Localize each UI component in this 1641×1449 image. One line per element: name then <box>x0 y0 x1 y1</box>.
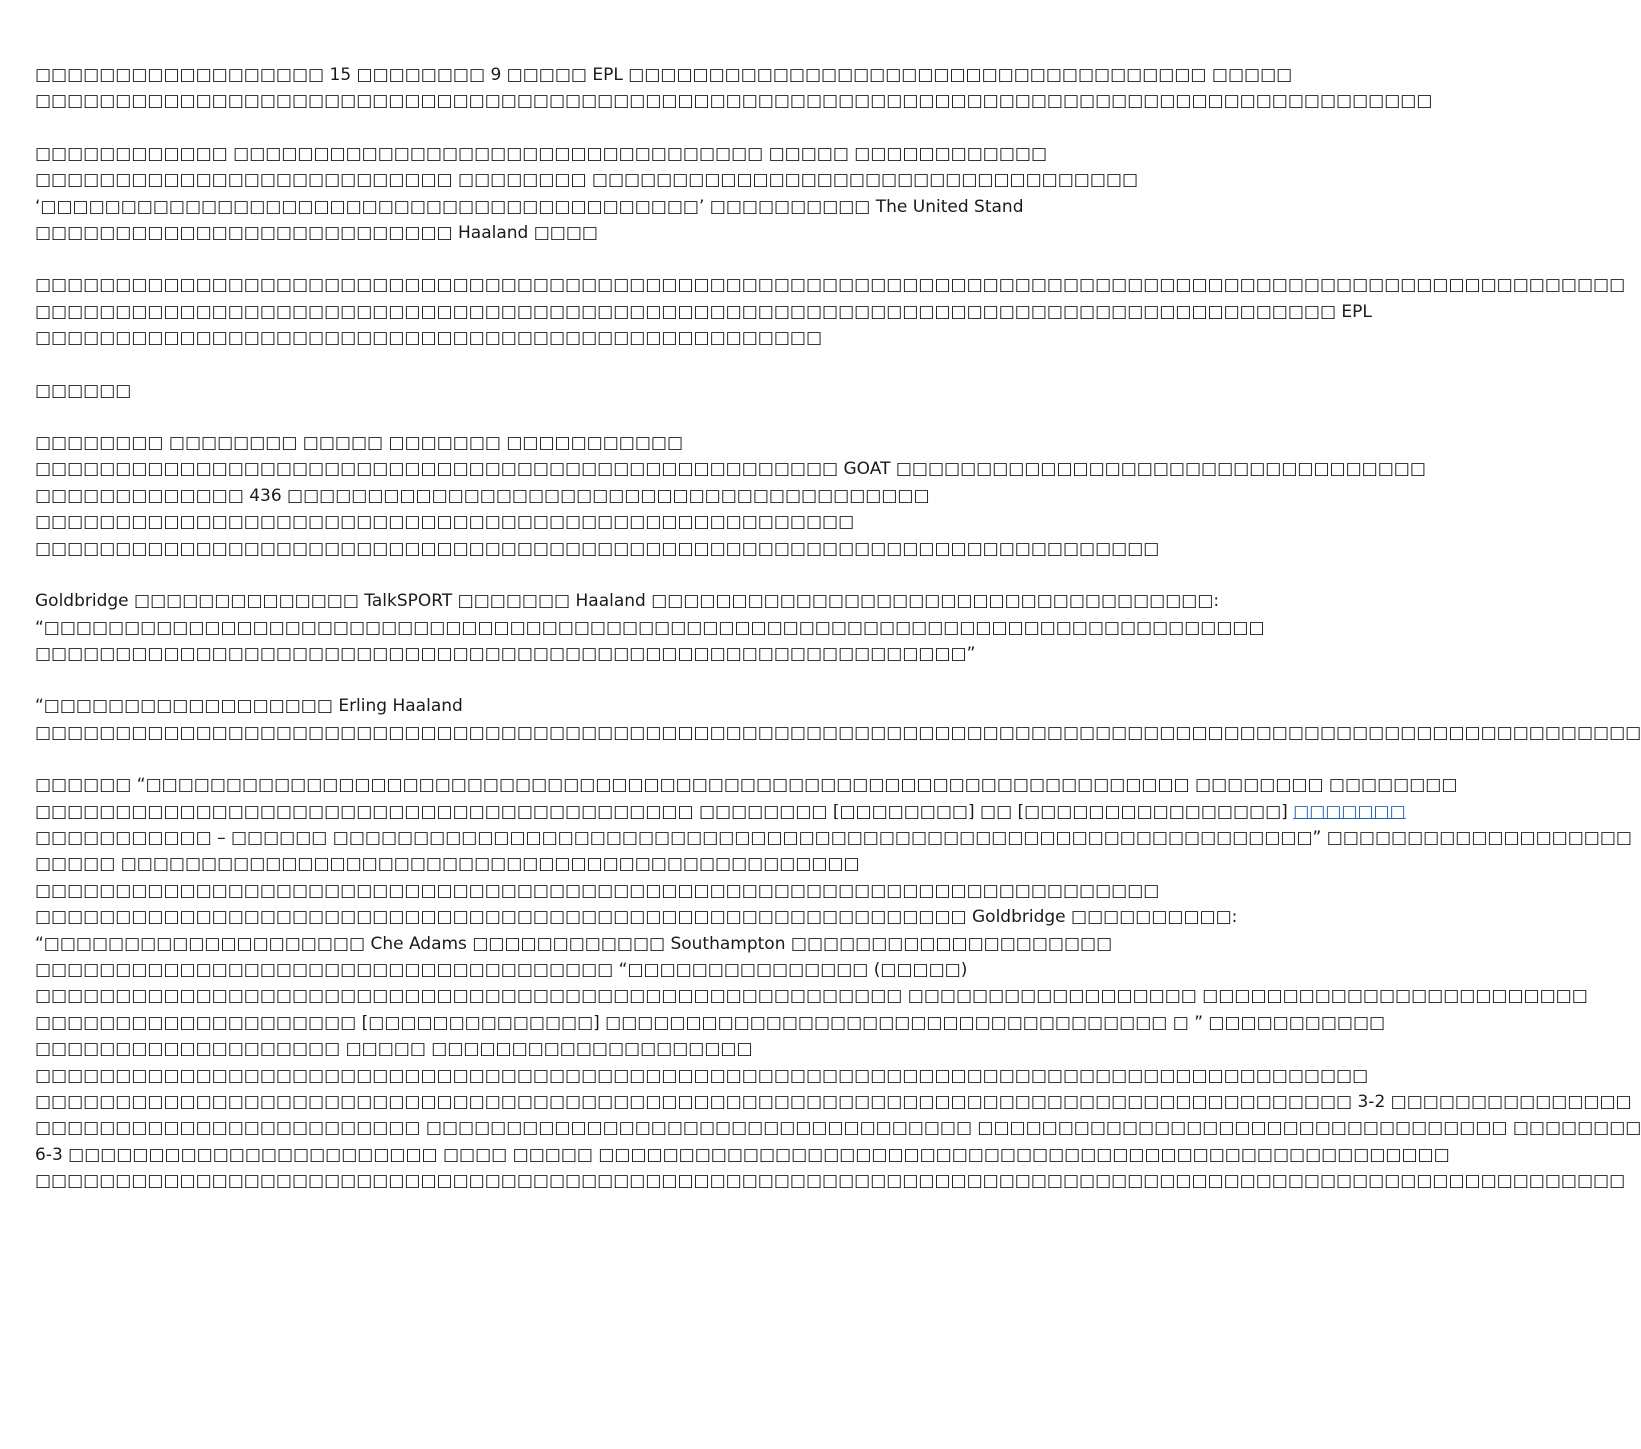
text-line: □□□□□□ “□□□□□□□□□□□□□□□□□□□□□□□□□□□□□□□□□□□□□□□□□□□□□□□□□□□□□□□□□□□□□□□□□ □□□□□□□□ □□□□□□□□ <box>35 775 1458 796</box>
section-heading <box>35 378 990 404</box>
text-line: □□□□□□□□□□□□□□□□□□□□ [□□□□□□□□□□□□□□] □□□□□□□□□□□□□□□□□□□□□□□□□□□□□□□□□□□ □ ” □□□□□□□□□□□ <box>35 1012 1386 1033</box>
paragraph-6 <box>35 588 1265 667</box>
heading-text: □□□□□□ <box>35 380 132 401</box>
text-line: “□□□□□□□□□□□□□□□□□□ Erling Haaland <box>35 696 463 717</box>
paragraph-1 <box>35 62 1433 115</box>
text-line: “□□□□□□□□□□□□□□□□□□□□□□□□□□□□□□□□□□□□□□□□□□□□□□□□□□□□□□□□□□□□□□□□□□□□□□□□□□□□ <box>35 617 1265 638</box>
text-line: □□□□□□□□□□□□□□□□□□□□□□□□□□□□□□□□□□□□ “□□□□□□□□□□□□□□□ (□□□□□) <box>35 959 968 980</box>
text-line: □□□□□□□□□□□□□□□□□□ 15 □□□□□□□□ 9 □□□□□ EPL □□□□□□□□□□□□□□□□□□□□□□□□□□□□□□□□□□□□ □□□□□ <box>35 65 1293 85</box>
paragraph-8 <box>35 772 1641 1195</box>
text-line: “□□□□□□□□□□□□□□□□□□□□ Che Adams □□□□□□□□□□□□ Southampton □□□□□□□□□□□□□□□□□□□□ <box>35 933 1113 954</box>
text-line: □□□□□□□□□□□□□□□□□□□□□□□□□□□□□□□□□□□□□□□□□□□□□□□□□□□□□□□□□□□□□□□□□□□□□□□□□□□□□□□□□□□□□□□□□□□□□□□□□□□ <box>35 275 1626 296</box>
text-line: □□□□□□□□□□□□□□□□□□□□□□□□□□□□□□□□□□□□□□□□□□□□□□□□□□□□□□□□□□□□□□□□□□□□□□□□□□□□□□□□□ EPL <box>35 301 1372 322</box>
paragraph-5 <box>35 430 1426 562</box>
text-line-with-link <box>35 799 1406 825</box>
text-line: □□□□□□□□□□□□□□□□□□□□□□□□□□□□□□□□□□□□□□□□□□□□□□□□□□□□□□□□□□□□□□□□□□□□□□ <box>35 538 1160 559</box>
paragraph-3 <box>35 272 1626 351</box>
text-line: □□□□□□□□□□□□□□□□□□□□□□□□□□□□□□□□□□□□□□□□□□□□□□□□□□□□□□□□□□□□□□□□□□□□□□□□□□□□□□□□□□ 3-2 □□□□□□□□□□□□□□□ <box>35 1092 1632 1112</box>
text-line: □□□□□□□□□□□□□□□□□□□□□□□□□□□□□□□□□□□□□□□□□□□□□□□□□ <box>35 328 823 349</box>
text-line: □□□□□□□□□□□□□□□□□□□□□□□□□□□□□□□□□□□□□□□□□□□□□□□□□□□□□□□□□□ Goldbridge □□□□□□□□□□: <box>35 907 1238 928</box>
text-line: □□□□□□□□□□□□□□□□□□□□□□□□□□ □□□□□□□□ □□□□□□□□□□□□□□□□□□□□□□□□□□□□□□□□□□ <box>35 170 1139 191</box>
text-line: ‘□□□□□□□□□□□□□□□□□□□□□□□□□□□□□□□□□□□□□□□□□’ □□□□□□□□□□ The United Stand <box>35 196 1024 217</box>
text-line: □□□□□□□□□□□□□□□□□□□□□□□□□□□□□□□□□□□□□□□□□□□□□□□□□□□□□□□□□□” <box>35 643 976 664</box>
paragraph-2 <box>35 141 1139 247</box>
text-line: □□□□□□□□□□□□□□□□□□□□□□□□□□□□□□□□□□□□□□□□□□□□□□□□□□□□□□□□□□□□□□□□□□□□□□□□□□□□□□□□□□□□□□□ <box>35 91 1433 112</box>
document-body <box>35 62 1641 1195</box>
text-line: □□□□□□□□□□□□□□□□□□□□□□□□□□□□□□□□□□□□□□□□□□□□□□□□□□□□□□□□□□□□□□□□□□□□□□□□□□□□□□□□□□□ <box>35 1065 1369 1086</box>
text-line: □□□□□ □□□□□□□□□□□□□□□□□□□□□□□□□□□□□□□□□□□□□□□□□□□□□□ <box>35 854 860 875</box>
text-line: □□□□□□□□□□□□□□□□□□□□□□□□□□□□□□□□□□□□□□□□□□□□□□□□□□□□□□□□□□□□□□□□□□□□□□□□□□□□□□□□□□□□□□□□□□□□□□□□□□□ <box>35 1171 1626 1192</box>
text-line: □□□□□□□□□□□□ □□□□□□□□□□□□□□□□□□□□□□□□□□□□□□□□□ □□□□□ □□□□□□□□□□□□ <box>35 143 1048 164</box>
inline-link[interactable]: □□□□□□□ <box>1293 801 1406 822</box>
text-segment: □□□□□□□□□□□□□□□□□□□□□□□□□□□□□□□□□□□□□□□□□ □□□□□□□□ [□□□□□□□□] □□ [□□□□□□□□□□□□□□□□] <box>35 801 1294 822</box>
text-line: 6-3 □□□□□□□□□□□□□□□□□□□□□□□ □□□□ □□□□□ □□□□□□□□□□□□□□□□□□□□□□□□□□□□□□□□□□□□□□□□□□□□□□□□□□□□□ <box>35 1144 1450 1165</box>
text-line: □□□□□□□□□□□□□□□□□□□ □□□□□ □□□□□□□□□□□□□□□□□□□□ <box>35 1039 753 1060</box>
text-line: □□□□□□□□□□□□□□□□□□□□□□□□□□□□□□□□□□□□□□□□□□□□□□□□□□□□□□□□□□□□□□□□□□□□□□ <box>35 880 1160 901</box>
text-line: □□□□□□□□□□□□□□□□□□□□□□□□□□□□□□□□□□□□□□□□□□□□□□□□□□□□□□ □□□□□□□□□□□□□□□□□□ □□□□□□□□□□□□□□□□□□□□□□□□ <box>35 986 1588 1007</box>
text-line: □□□□□□□□□□□□□□□□□□□□□□□□□□□□□□□□□□□□□□□□□□□□□□□□□□ GOAT □□□□□□□□□□□□□□□□□□□□□□□□□□□□□□□□□ <box>35 459 1426 480</box>
paragraph-7 <box>35 693 1641 746</box>
text-line: □□□□□□□□ □□□□□□□□ □□□□□ □□□□□□□ □□□□□□□□□□□ <box>35 433 684 454</box>
text-line: Goldbridge □□□□□□□□□□□□□□ TalkSPORT □□□□□□□ Haaland □□□□□□□□□□□□□□□□□□□□□□□□□□□□□□□□□□□: <box>35 591 1220 612</box>
text-line: □□□□□□□□□□□□□ 436 □□□□□□□□□□□□□□□□□□□□□□□□□□□□□□□□□□□□□□□□ <box>35 485 930 506</box>
text-line: □□□□□□□□□□□□□□□□□□□□□□□□ □□□□□□□□□□□□□□□□□□□□□□□□□□□□□□□□□□ □□□□□□□□□□□□□□□□□□□□□□□□□□□□□□□□□ □□□□□□□□ <box>35 1118 1641 1139</box>
text-line: □□□□□□□□□□□ – □□□□□□ □□□□□□□□□□□□□□□□□□□□□□□□□□□□□□□□□□□□□□□□□□□□□□□□□□□□□□□□□□□□□” □□□□□□□□□□□□□□□□□□□ <box>35 827 1632 848</box>
text-line: □□□□□□□□□□□□□□□□□□□□□□□□□□□□□□□□□□□□□□□□□□□□□□□□□□□ <box>35 512 855 533</box>
text-line: □□□□□□□□□□□□□□□□□□□□□□□□□□ Haaland □□□□ <box>35 223 598 244</box>
text-line: □□□□□□□□□□□□□□□□□□□□□□□□□□□□□□□□□□□□□□□□□□□□□□□□□□□□□□□□□□□□□□□□□□□□□□□□□□□□□□□□□□□□□□□□□□□□□□□□□□□□ <box>35 722 1641 743</box>
